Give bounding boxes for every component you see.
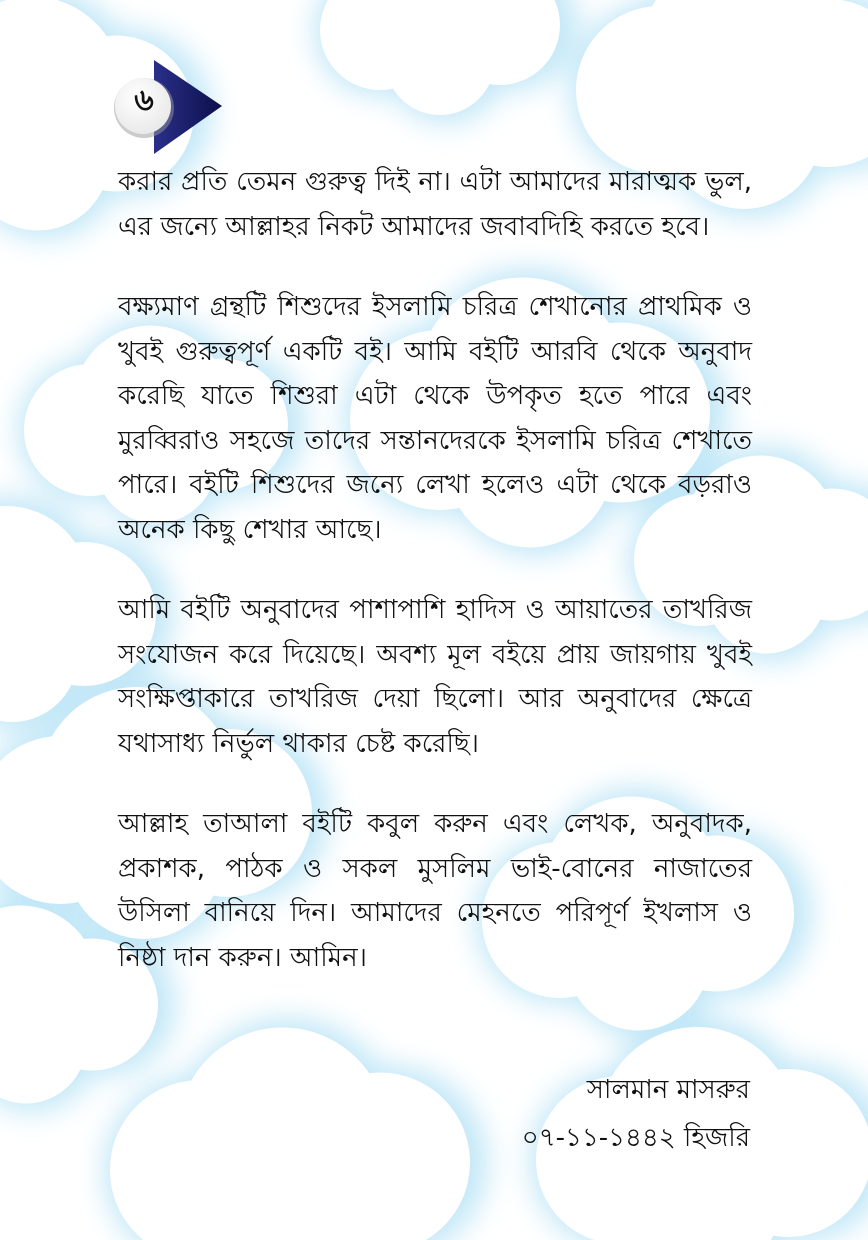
paragraph: আমি বইটি অনুবাদের পাশাপাশি হাদিস ও আয়াতের তাখরিজ সংযোজন করে দিয়েছে। অবশ্য মূল বইয়ে প্রায় জায়গায় খুবই সংক্ষিপ্তাকারে তাখরিজ দেয়া ছিলো। আর অনুবাদের ক্ষেত্রে যথাসাধ্য নির্ভুল থাকার চেষ্ট করেছি।	[118, 595, 752, 759]
author-name: সালমান মাসরুর	[586, 1075, 750, 1105]
paragraph: আল্লাহ তাআলা বইটি কবুল করুন এবং লেখক, অনুবাদক, প্রকাশক, পাঠক ও সকল মুসলিম ভাই-বোনের নাজাতের উসিলা বানিয়ে দিন। আমাদের মেহনতে পরিপূর্ণ ইখলাস ও নিষ্ঠা দান করুন। আমিন।	[118, 809, 752, 973]
signature-date: ০৭-১১-১৪৪২ হিজরি	[521, 1123, 750, 1153]
page-number: ৬	[134, 83, 154, 118]
page-number-badge	[112, 58, 224, 162]
signature-block	[522, 1066, 750, 1162]
paragraph: করার প্রতি তেমন গুরুত্ব দিই না। এটা আমাদের মারাত্মক ভুল, এর জন্যে আল্লাহর নিকট আমাদের জবাবদিহি করতে হবে।	[118, 167, 752, 242]
body-text	[118, 160, 752, 1016]
paragraph: বক্ষ্যমাণ গ্রন্থটি শিশুদের ইসলামি চরিত্র শেখানোর প্রাথমিক ও খুবই গুরুত্বপূর্ণ একটি বই। আমি বইটি আরবি থেকে অনুবাদ করেছি যাতে শিশুরা এটা থেকে উপকৃত হতে পারে এবং মুরব্বিরাও সহজে তাদের সন্তানদেরকে ইসলামি চরিত্র শেখাতে পারে। বইটি শিশুদের জন্যে লেখা হলেও এটা থেকে বড়রাও অনেক কিছু শেখার আছে।	[118, 292, 752, 545]
